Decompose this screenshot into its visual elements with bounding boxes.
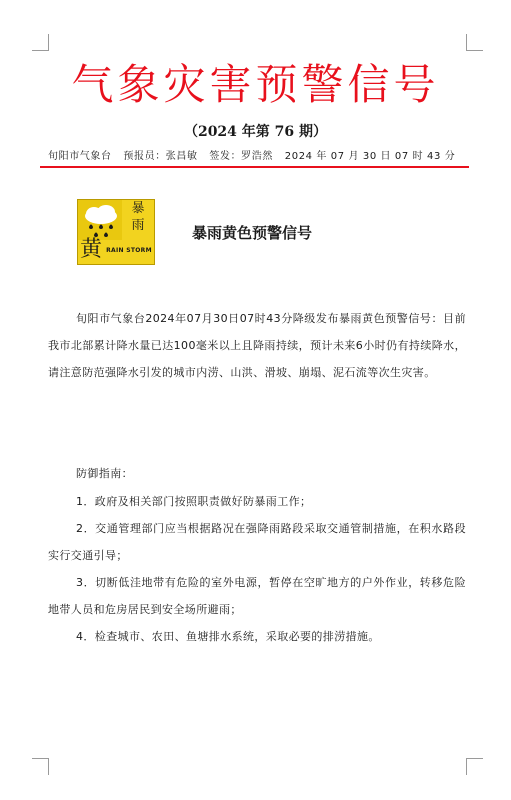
char-bottom: 雨 [131,218,145,233]
page-corner-mark [32,758,49,775]
guide-item: 3．切断低洼地带有危险的室外电源，暂停在空旷地方的户外作业，转移危险地带人员和危房居民到安全场所避雨； [48,576,466,616]
warning-paragraph: 旬阳市气象台2024年07月30日07时43分降级发布暴雨黄色预警信号：目前我市北部累计降水量已达100毫米以上且降雨持续，预计未来6小时仍有持续降水，请注意防范强降水引发的城市内涝、山洪、滑坡、崩塌、泥石流等次生灾害。 [48,312,466,379]
guide-item: 4．检查城市、农田、鱼塘排水系统，采取必要的排涝措施。 [76,630,380,643]
document-title: 气象灾害预警信号 [71,60,440,109]
rainstorm-yellow-icon [77,199,155,265]
rainstorm-chars [122,200,154,244]
guide-item: 2．交通管理部门应当根据路况在强降雨路段采取交通管制措施，在积水路段实行交通引导； [48,522,466,562]
page-corner-mark [32,34,49,51]
warning-body [48,305,466,386]
page-corner-mark [466,34,483,51]
char-top: 暴 [131,201,145,216]
icon-en-label: RAIN STORM [106,247,152,254]
yellow-level-char: 黄 [80,237,103,262]
issue-number: （2024 年第 76 期） [183,124,328,140]
issue-datetime: 2024 年 07 月 30 日 07 时 43 分 [284,151,456,162]
signal-title: 暴雨黄色预警信号 [192,224,313,242]
red-divider [40,166,469,168]
forecaster-name: 预报员：张昌敏 [123,151,198,162]
guide-heading: 防御指南： [76,467,133,480]
signer-name: 签发：罗浩然 [209,151,273,162]
guide-list [48,488,466,650]
meta-line [48,147,468,162]
office-name: 旬阳市气象台 [48,151,112,162]
page-corner-mark [466,758,483,775]
guide-item: 1．政府及相关部门按照职责做好防暴雨工作； [76,495,312,508]
cloud-icon [78,200,122,240]
